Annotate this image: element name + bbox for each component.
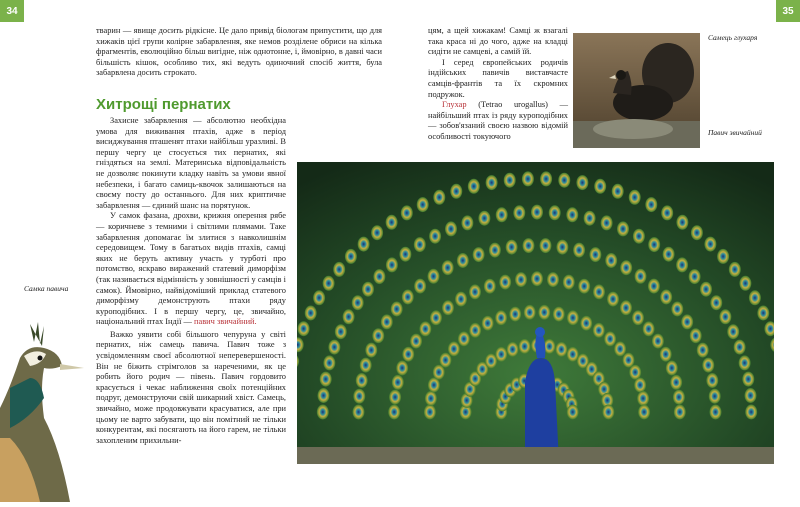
paragraph-2-text: У самок фазана, дрохви, крижня оперення рябе — коричневе з темними і світлими плямами. Таке забарвлення допомагає їм злитися з навколишнім середовищем. Тому в багатьох видів птахів, самці яких не беруть активну участь у турботі про потомство, яскраво виражений статевий диморфізм (так називається відмінність у зовнішності у самців і самок). Ймовірно, найвідоміший приклад статевого диморфізму демонструють птахи ряду куроподібних. І в першу чергу, це, звичайно, національний птах Індії — — [96, 211, 286, 327]
tail-eye-spot — [553, 307, 565, 322]
tail-eye-spot — [489, 243, 501, 258]
tail-eye-spot — [388, 405, 400, 420]
right-paragraph-3 — [428, 100, 568, 142]
peacock-illustration — [297, 162, 774, 464]
tail-eye-spot — [372, 328, 384, 343]
tail-eye-spot — [634, 378, 646, 393]
tail-eye-spot — [576, 175, 588, 190]
tail-eye-spot — [601, 215, 613, 230]
right-column-body — [428, 26, 568, 143]
tail-eye-spot — [410, 334, 422, 349]
tail-eye-spot — [495, 310, 507, 325]
tail-eye-spot — [549, 205, 561, 220]
tail-eye-spot — [538, 305, 550, 320]
tail-eye-spot — [386, 257, 398, 272]
grouse-caption: Самець глухаря — [708, 33, 758, 42]
tail-eye-spot — [391, 302, 403, 317]
tail-eye-spot — [697, 343, 709, 358]
tail-eye-spot — [419, 321, 431, 336]
tail-eye-spot — [566, 207, 578, 222]
tail-eye-spot — [482, 316, 494, 331]
tail-eye-spot — [594, 179, 606, 194]
tail-eye-spot — [469, 284, 481, 299]
tail-eye-spot — [745, 388, 757, 403]
tail-eye-spot — [353, 389, 365, 404]
tail-eye-spot — [605, 253, 617, 268]
tail-eye-spot — [632, 310, 644, 325]
tail-eye-spot — [402, 347, 414, 362]
tail-eye-spot — [648, 279, 660, 294]
tail-eye-spot — [734, 340, 746, 355]
tail-eye-spot — [540, 238, 552, 253]
tail-eye-spot — [328, 340, 340, 355]
peahen-illustration — [0, 318, 90, 502]
tail-eye-spot — [593, 323, 605, 338]
tail-eye-spot — [358, 237, 370, 252]
tail-eye-spot — [648, 237, 660, 252]
tail-eye-spot — [645, 197, 657, 212]
peacock-link[interactable]: павич звичайний. — [194, 317, 257, 327]
tail-eye-spot — [448, 341, 460, 356]
tail-eye-spot — [389, 390, 401, 405]
tail-eye-spot — [602, 405, 614, 420]
page-number-right-label: 35 — [782, 5, 794, 17]
tail-eye-spot — [567, 310, 579, 325]
tail-eye-spot — [612, 184, 624, 199]
tail-eye-spot — [496, 207, 508, 222]
tail-eye-spot — [484, 279, 496, 294]
tail-eye-spot — [433, 190, 445, 205]
tail-eye-spot — [531, 205, 543, 220]
section-heading: Хитрощі пернатих — [96, 96, 231, 113]
capercaillie-illustration — [573, 33, 700, 148]
tail-eye-spot — [442, 300, 454, 315]
page-number-left-label: 34 — [6, 5, 18, 17]
tail-eye-spot — [365, 343, 377, 358]
tail-eye-spot — [396, 361, 408, 376]
right-paragraph-2: І серед європейських родичів індійських павичів виставчасте самців-франтів та їх скромних подружок. — [428, 57, 568, 99]
grouse-link[interactable]: Глухар — [442, 100, 467, 110]
tail-eye-spot — [563, 275, 575, 290]
tail-eye-spot — [704, 237, 716, 252]
grouse-description: — найбільший птах із ряду куроподібних — зобов'язаний своєю назвою відомій особливості токуючого — [428, 100, 569, 141]
tail-eye-spot — [690, 328, 702, 343]
tail-eye-spot — [633, 229, 645, 244]
paragraph-1: Захисне забарвлення — абсолютно необхідна умова для виживання птахів, адже в період висиджування пташенят птахи найбільш уразливі. В першу чергу це стосується тих пернатих, які гніздяться на землі. Материнська відповідальність не дозволяє покинути кладку навіть за умови явної небезпеки, і багато самиць-квочок залишаються на своєму посту до останнього. Для них криптичне забарвлення — єдиний шанс на порятунок. — [96, 116, 286, 210]
page-number-right — [776, 0, 800, 22]
peahen-photo — [0, 318, 90, 502]
peacock-caption: Павич звичайний — [708, 128, 762, 137]
tail-eye-spot — [381, 314, 393, 329]
tail-eye-spot — [442, 260, 454, 275]
tail-eye-spot — [555, 342, 567, 357]
tail-eye-spot — [333, 262, 345, 277]
tail-eye-spot — [392, 375, 404, 390]
tail-eye-spot — [473, 247, 485, 262]
tail-eye-spot — [513, 205, 525, 220]
tail-eye-spot — [298, 321, 310, 336]
tail-eye-spot — [671, 302, 683, 317]
tail-eye-spot — [433, 365, 445, 380]
grouse-latin: (Tetrao urogallus) — [466, 100, 548, 110]
tail-eye-spot — [509, 307, 521, 322]
tail-eye-spot — [399, 247, 411, 262]
tail-eye-spot — [709, 389, 721, 404]
tail-eye-spot — [353, 405, 365, 420]
tail-eye-spot — [710, 295, 722, 310]
tail-eye-spot — [660, 290, 672, 305]
tail-eye-spot — [478, 211, 490, 226]
tail-eye-spot — [386, 215, 398, 230]
tail-eye-spot — [540, 171, 552, 186]
tail-eye-spot — [507, 342, 519, 357]
tail-eye-spot — [430, 310, 442, 325]
tail-eye-spot — [706, 373, 718, 388]
tail-eye-spot — [352, 295, 364, 310]
tail-eye-spot — [629, 190, 641, 205]
tail-eye-spot — [445, 221, 457, 236]
tail-eye-spot — [523, 238, 535, 253]
paragraph-3: Важко уявити собі більшого чепуруна у світі пернатих, ніж самець павича. Павич тоже з усвідомленням своєї абсолютної неперевершеності. Він не біжить стрімголов за нареченими, як це робить його родич — півень. Павич гордовито красується і чекає наближення своїх потенційних подруг, демонструючи свій шикарний хвіст. Самець, звичайно, може продовжувати красуватися, але при цьому не варто забувати, що він помітний не тільки конкурентам, які посягають на його гарем, не тільки захопленим прихильни- — [96, 329, 286, 445]
tail-eye-spot — [313, 290, 325, 305]
capercaillie-photo — [573, 33, 700, 148]
tail-eye-spot — [424, 405, 436, 420]
tail-eye-spot — [745, 405, 757, 420]
tail-eye-spot — [660, 347, 672, 362]
tail-eye-spot — [450, 184, 462, 199]
tail-eye-spot — [719, 309, 731, 324]
tail-eye-spot — [681, 314, 693, 329]
tail-eye-spot — [345, 249, 357, 264]
tail-eye-spot — [522, 171, 534, 186]
tail-eye-spot — [429, 229, 441, 244]
tail-eye-spot — [320, 372, 332, 387]
tail-eye-spot — [593, 284, 605, 299]
tail-eye-spot — [620, 260, 632, 275]
tail-eye-spot — [360, 358, 372, 373]
tail-eye-spot — [702, 358, 714, 373]
tail-eye-spot — [567, 347, 579, 362]
tail-eye-spot — [485, 354, 497, 369]
tail-eye-spot — [689, 269, 701, 284]
tail-eye-spot — [584, 211, 596, 226]
tail-eye-spot — [440, 353, 452, 368]
tail-eye-spot — [506, 240, 518, 255]
tail-eye-spot — [623, 353, 635, 368]
tail-eye-spot — [604, 331, 616, 346]
paragraph-2 — [96, 211, 286, 328]
tail-eye-spot — [417, 197, 429, 212]
tail-eye-spot — [573, 243, 585, 258]
tail-eye-spot — [739, 276, 751, 291]
tail-eye-spot — [620, 300, 632, 315]
tail-eye-spot — [674, 405, 686, 420]
tail-eye-spot — [749, 290, 761, 305]
tail-eye-spot — [414, 237, 426, 252]
tail-eye-spot — [455, 292, 467, 307]
intro-text: тварин — явище досить рідкісне. Це дало привід біологам припустити, що для хижаків цієї групи колірне забарвлення, яке немов розділене обриси на кілька фрагментів, еволюційно більш вигідне, ніж однотонне, і, ймовірно, в давні часи більшість кішок, особливо тих, які ведуть одиночний спосіб життя, була забарвлена досить строкато. — [96, 26, 382, 78]
tail-eye-spot — [458, 331, 470, 346]
tail-eye-spot — [670, 375, 682, 390]
tail-eye-spot — [524, 305, 536, 320]
tail-eye-spot — [547, 272, 559, 287]
tail-eye-spot — [558, 173, 570, 188]
tail-eye-spot — [710, 405, 722, 420]
tail-eye-spot — [428, 378, 440, 393]
tail-eye-spot — [717, 249, 729, 264]
peahen-caption: Самка павича — [24, 284, 69, 293]
tail-eye-spot — [673, 390, 685, 405]
page-number-left — [0, 0, 24, 22]
tail-eye-spot — [589, 247, 601, 262]
tail-eye-spot — [323, 276, 335, 291]
tail-eye-spot — [362, 282, 374, 297]
tail-eye-spot — [401, 205, 413, 220]
tail-eye-spot — [635, 269, 647, 284]
tail-eye-spot — [643, 321, 655, 336]
tail-eye-spot — [727, 324, 739, 339]
tail-eye-spot — [499, 275, 511, 290]
tail-eye-spot — [371, 225, 383, 240]
tail-eye-spot — [666, 361, 678, 376]
tail-eye-spot — [515, 272, 527, 287]
tail-eye-spot — [531, 271, 543, 286]
tail-eye-spot — [414, 279, 426, 294]
tail-eye-spot — [468, 179, 480, 194]
tail-eye-spot — [495, 347, 507, 362]
tail-eye-spot — [578, 279, 590, 294]
tail-eye-spot — [617, 221, 629, 236]
peacock-photo — [297, 162, 774, 464]
tail-eye-spot — [663, 247, 675, 262]
tail-eye-spot — [457, 253, 469, 268]
intro-paragraph — [96, 26, 382, 79]
tail-eye-spot — [691, 225, 703, 240]
tail-eye-spot — [469, 323, 481, 338]
tail-eye-spot — [318, 388, 330, 403]
tail-eye-spot — [757, 306, 769, 321]
right-paragraph-1: цям, а щей хижакам! Самці ж взагалі така краса ні до чого, адже на кладці сидіти не самцеві, а самій їй. — [428, 26, 568, 57]
left-column-body — [96, 116, 286, 446]
tail-eye-spot — [652, 334, 664, 349]
tail-eye-spot — [335, 324, 347, 339]
tail-eye-spot — [637, 391, 649, 406]
tail-eye-spot — [323, 355, 335, 370]
tail-eye-spot — [428, 269, 440, 284]
tail-eye-spot — [567, 405, 579, 420]
tail-eye-spot — [305, 306, 317, 321]
tail-eye-spot — [486, 175, 498, 190]
tail-eye-spot — [607, 292, 619, 307]
tail-eye-spot — [614, 341, 626, 356]
tail-eye-spot — [629, 365, 641, 380]
tail-eye-spot — [700, 282, 712, 297]
tail-eye-spot — [739, 355, 751, 370]
tail-eye-spot — [742, 372, 754, 387]
tail-eye-spot — [317, 405, 329, 420]
tail-eye-spot — [343, 309, 355, 324]
tail-eye-spot — [356, 373, 368, 388]
tail-eye-spot — [580, 316, 592, 331]
tail-eye-spot — [425, 391, 437, 406]
tail-eye-spot — [373, 269, 385, 284]
tail-eye-spot — [676, 215, 688, 230]
tail-eye-spot — [556, 240, 568, 255]
tail-eye-spot — [729, 262, 741, 277]
tail-eye-spot — [461, 215, 473, 230]
tail-eye-spot — [402, 290, 414, 305]
tail-eye-spot — [504, 173, 516, 188]
tail-eye-spot — [661, 205, 673, 220]
tail-eye-spot — [676, 257, 688, 272]
tail-eye-spot — [638, 405, 650, 420]
tail-eye-spot — [519, 339, 531, 354]
